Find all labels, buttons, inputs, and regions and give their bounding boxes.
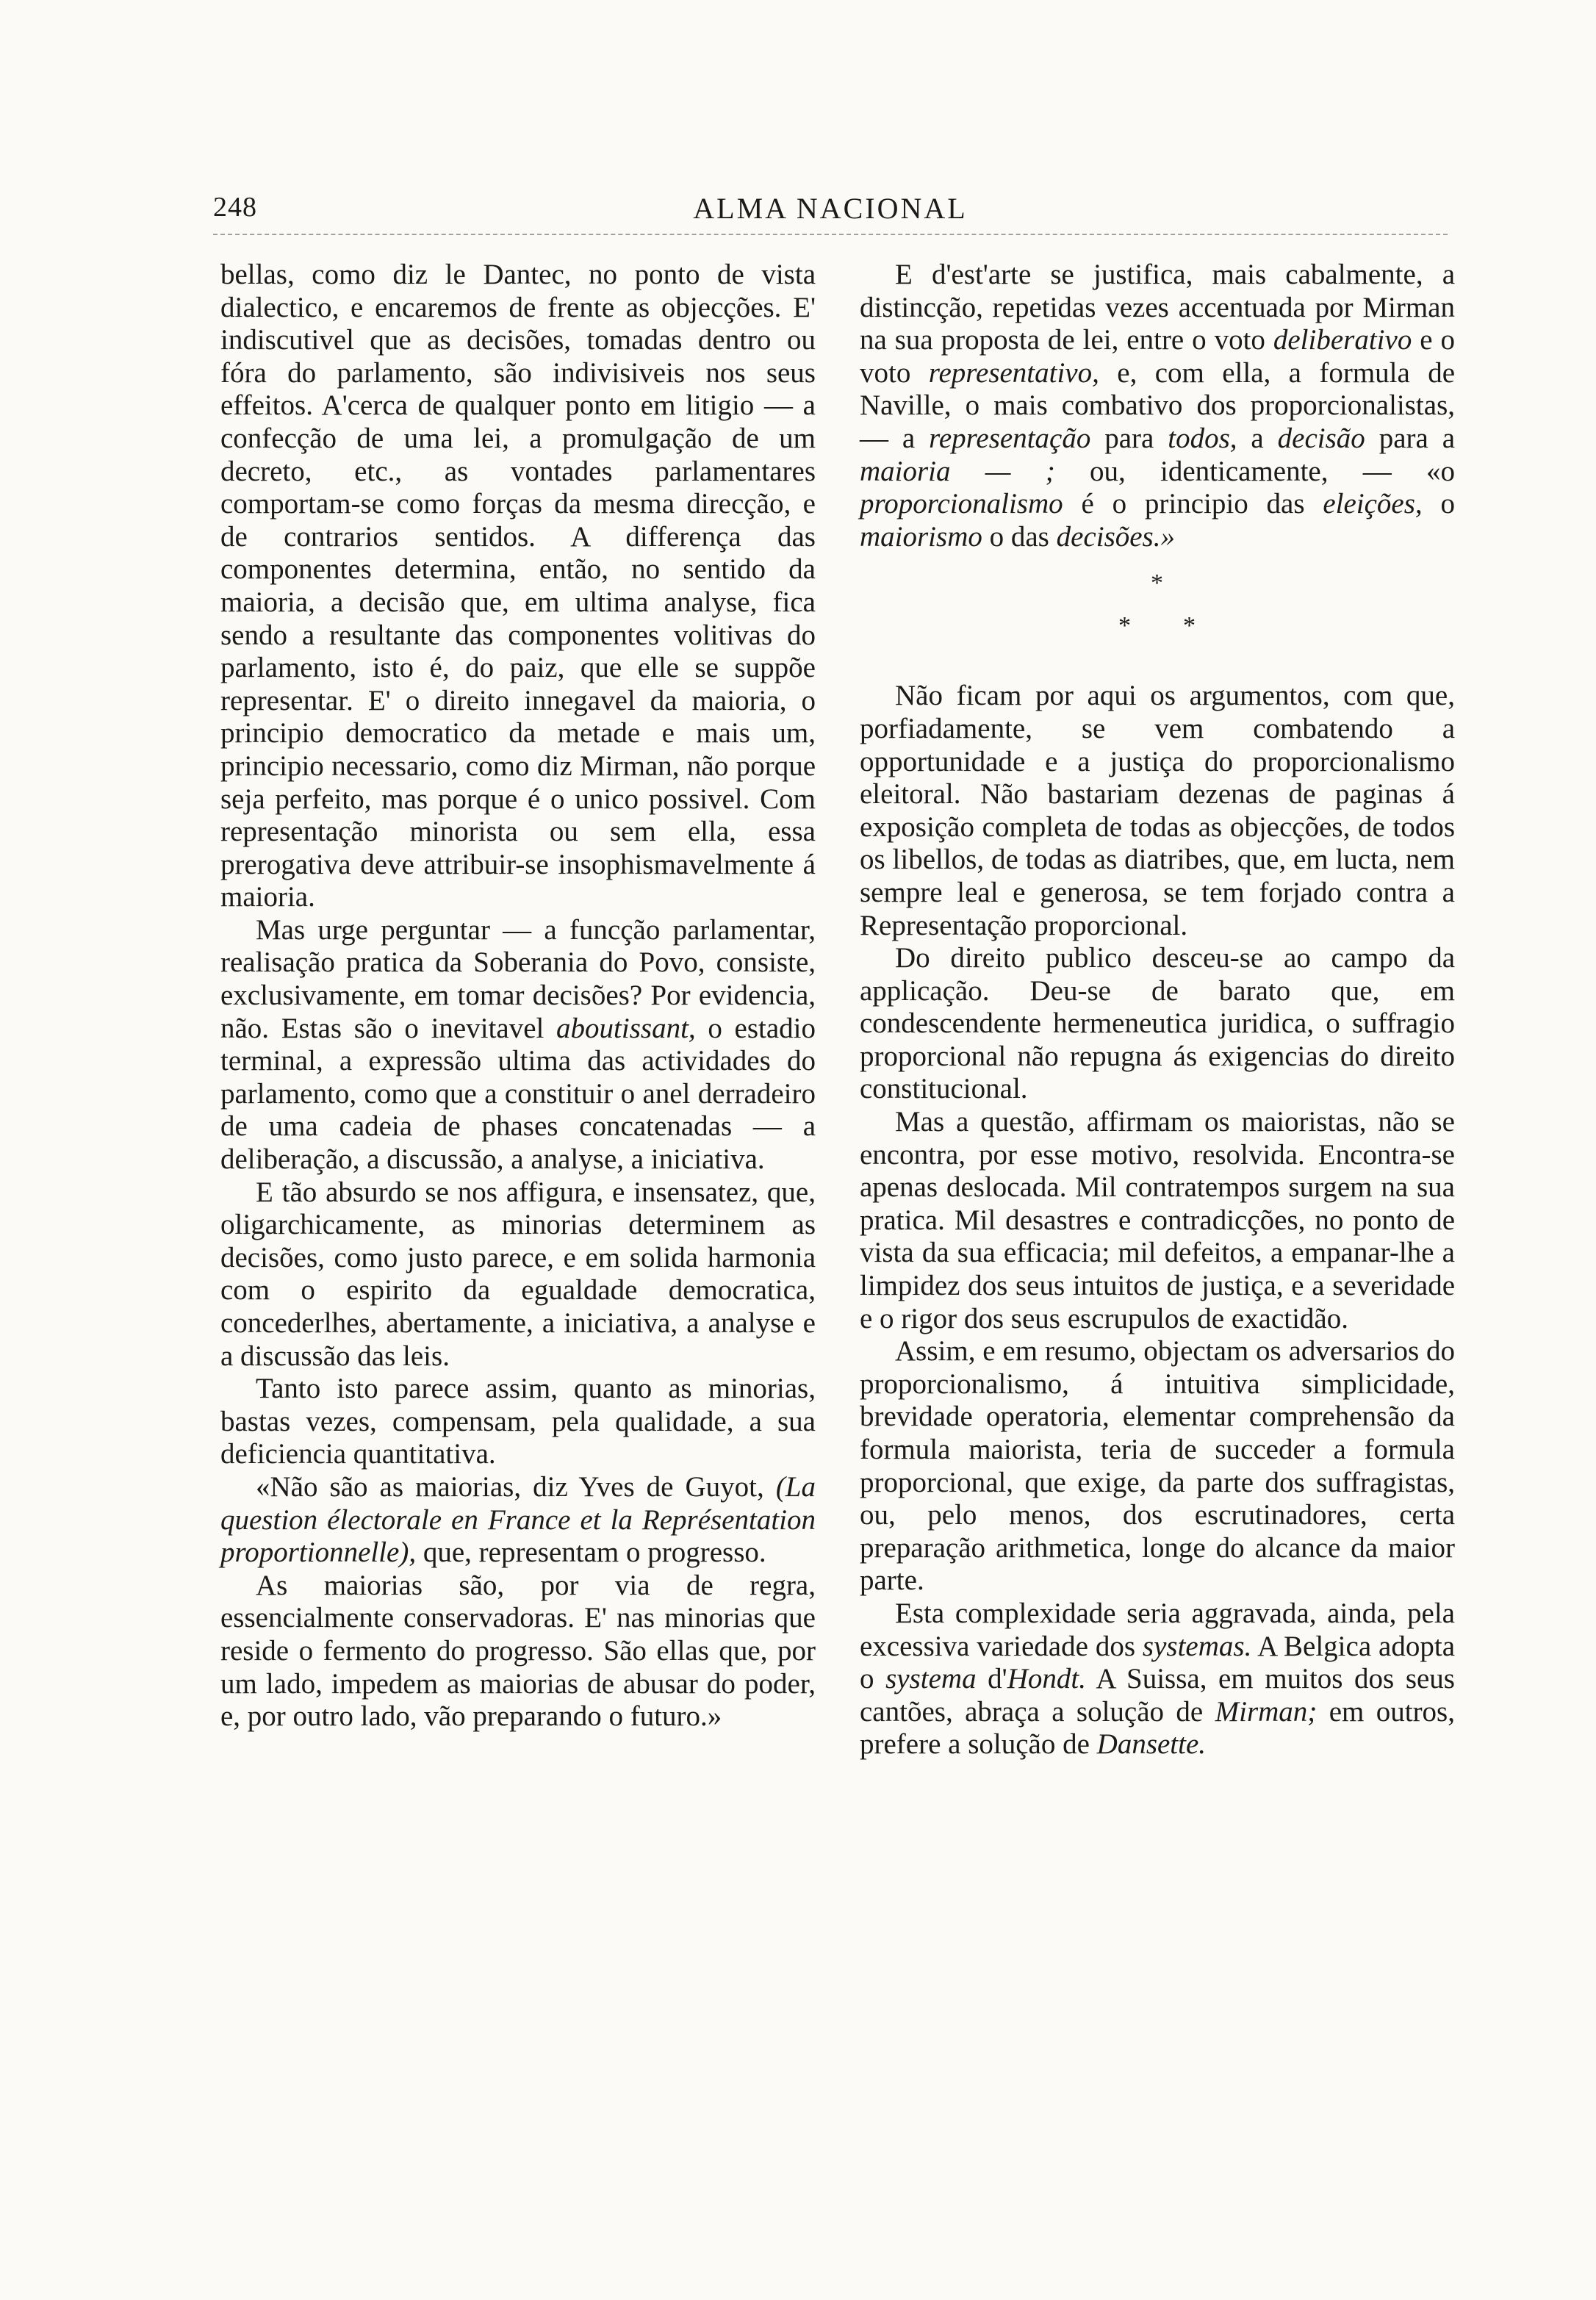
page-number: 248 bbox=[213, 192, 257, 223]
page-header bbox=[213, 185, 1448, 229]
paragraph: Assim, e em resumo, objectam os adversarios do proporcionalismo, á intuitiva simplicidade, brevidade operatoria, elementar comprehensão da formula maiorista, teria de succeder a formula proporcional, que exige, da parte dos suffragistas, ou, pelo menos, dos escrutinadores, certa preparação arithmetica, longe do alcance da maior parte. bbox=[860, 1335, 1455, 1597]
paragraph: E d'est'arte se justifica, mais cabalmente, a distincção, repetidas vezes accentuada por Mirman na sua proposta de lei, entre o voto deliberativo e o voto representativo, e, com ella, a formula de Naville, o mais combativo dos proporcionalistas, — a representação para todos, a decisão para a maioria — ; ou, identicamente, — «o proporcionalismo é o principio das eleições, o maiorismo o das decisões.» bbox=[860, 259, 1456, 553]
header-rule bbox=[213, 234, 1448, 235]
left-column bbox=[220, 259, 816, 1733]
asterism-star: * bbox=[1118, 612, 1131, 640]
asterism-divider bbox=[860, 559, 1455, 665]
paragraph: Mas a questão, affirmam os maioristas, não se encontra, por esse motivo, resolvida. Encontra-se apenas deslocada. Mil contratempos surgem na sua pratica. Mil desastres e contradicções, no ponto de vista da sua efficacia; mil defeitos, a empanar-lhe a limpidez dos seus intuitos de justiça, e a severidade e o rigor dos seus escrupulos de exactidão. bbox=[860, 1106, 1455, 1334]
paragraph: Tanto isto parece assim, quanto as minorias, bastas vezes, compensam, pela qualidade, a sua deficiencia quantitativa. bbox=[220, 1373, 816, 1470]
asterism-star: * bbox=[1183, 612, 1196, 640]
paragraph: E tão absurdo se nos affigura, e insensatez, que, oligarchicamente, as minorias determinem as decisões, como justo parece, e em solida harmonia com o espirito da egualdade democratica, concederlhes, abertamente, a iniciativa, a analyse e a discussão das leis. bbox=[220, 1176, 816, 1372]
paragraph: «Não são as maiorias, diz Yves de Guyot, (La question électorale en France et la Représentation proportionnelle), que, representam o progresso. bbox=[220, 1470, 816, 1569]
running-title: ALMA NACIONAL bbox=[693, 192, 968, 225]
paragraph: Do direito publico desceu-se ao campo da applicação. Deu-se de barato que, em condescendente hermeneutica juridica, o suffragio proporcional não repugna ás exigencias do direito constitucional. bbox=[860, 942, 1455, 1105]
paragraph: Mas urge perguntar — a funcção parlamentar, realisação pratica da Soberania do Povo, consiste, exclusivamente, em tomar decisões? Por evidencia, não. Estas são o inevitavel aboutissant, o estadio terminal, a expressão ultima das actividades do parlamento, como que a constituir o anel derradeiro de uma cadeia de phases concatenadas — a deliberação, a discussão, a analyse, a iniciativa. bbox=[220, 913, 816, 1176]
paragraph: Esta complexidade seria aggravada, ainda, pela excessiva variedade dos systemas. A Belgica adopta o systema d'Hondt. A Suissa, em muitos dos seus cantões, abraça a solução de Mirman; em outros, prefere a solução de Dansette. bbox=[860, 1597, 1456, 1761]
paragraph: As maiorias são, por via de regra, essencialmente conservadoras. E' nas minorias que reside o fermento do progresso. São ellas que, por um lado, impedem as maiorias de abusar do poder, e, por outro lado, vão preparando o futuro.» bbox=[220, 1569, 816, 1733]
paragraph: bellas, como diz le Dantec, no ponto de vista dialectico, e encaremos de frente as objecções. E' indiscutivel que as decisões, tomadas dentro ou fóra do parlamento, são indivisiveis nos seus effeitos. A'cerca de qualquer ponto em litigio — a confecção de uma lei, a promulgação de um decreto, etc., as vontades parlamentares comportam-se como forças da mesma direcção, e de contrarios sentidos. A differença das componentes determina, então, no sentido da maioria, a decisão que, em ultima analyse, fica sendo a resultante das componentes volitivas do parlamento, isto é, do paiz, que elle se suppõe representar. E' o direito innegavel da maioria, o principio democratico da metade e mais um, principio necessario, como diz Mirman, não porque seja perfeito, mas porque é o unico possivel. Com representação minorista ou sem ella, essa prerogativa deve attribuir-se insophismavelmente á maioria. bbox=[220, 259, 816, 913]
paragraph: Não ficam por aqui os argumentos, com que, porfiadamente, se vem combatendo a opportunidade e a justiça do proporcionalismo eleitoral. Não bastariam dezenas de paginas á exposição completa de todas as objecções, de todos os libellos, de todas as diatribes, que, em lucta, nem sempre leal e generosa, se tem forjado contra a Representação proporcional. bbox=[860, 680, 1455, 941]
right-column bbox=[860, 259, 1455, 1761]
asterism-star: * bbox=[1151, 569, 1163, 597]
